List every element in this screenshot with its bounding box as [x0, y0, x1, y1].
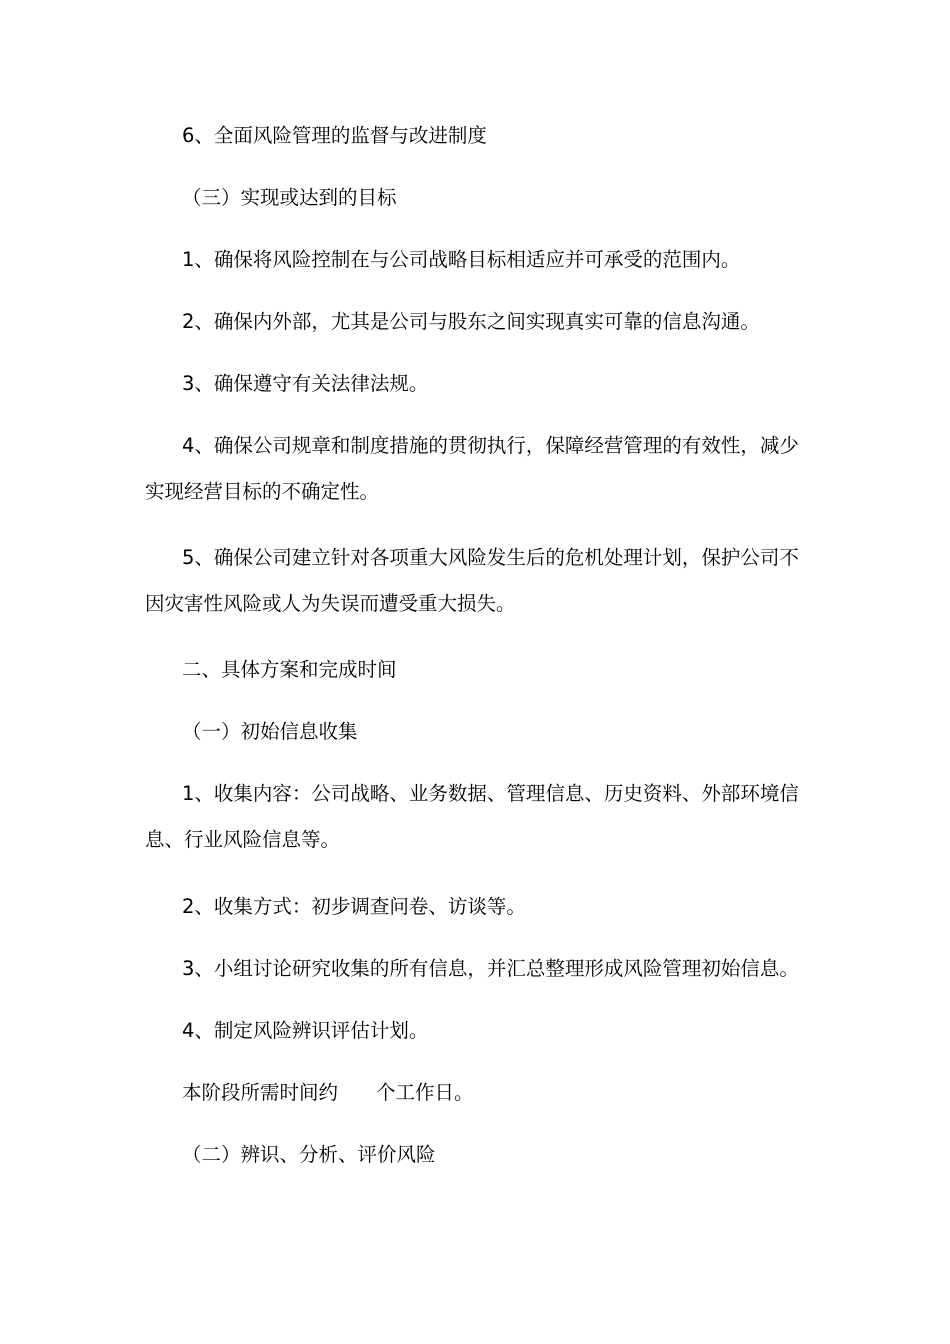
- paragraph-goal-4: 4、确保公司规章和制度措施的贯彻执行，保障经营管理的有效性，减少实现经营目标的不确定性。: [145, 434, 799, 503]
- heading-plan-and-schedule: 二、具体方案和完成时间: [182, 658, 397, 681]
- paragraph-goal-3: 3、确保遵守有关法律法规。: [182, 372, 429, 395]
- paragraph-collect-method: 2、收集方式：初步调查问卷、访谈等。: [182, 895, 526, 918]
- heading-goals: （三）实现或达到的目标: [182, 186, 397, 209]
- time-required-before: 本阶段所需时间约: [182, 1081, 339, 1104]
- paragraph-time-required: [145, 1070, 810, 1116]
- paragraph-goal-2: 2、确保内外部，尤其是公司与股东之间实现真实可靠的信息沟通。: [182, 310, 760, 333]
- heading-initial-info-collection: （一）初始信息收集: [182, 720, 358, 743]
- paragraph-assessment-plan: 4、制定风险辨识评估计划。: [182, 1019, 429, 1042]
- heading-identify-analyze-evaluate: （二）辨识、分析、评价风险: [182, 1143, 436, 1166]
- paragraph-goal-5: 5、确保公司建立针对各项重大风险发生后的危机处理计划，保护公司不因灾害性风险或人为失误而遭受重大损失。: [145, 546, 799, 615]
- paragraph-collect-content: 1、收集内容：公司战略、业务数据、管理信息、历史资料、外部环境信息、行业风险信息等。: [145, 782, 799, 851]
- paragraph-supervision-system: 6、全面风险管理的监督与改进制度: [182, 124, 487, 147]
- time-required-after: 个工作日。: [376, 1081, 474, 1104]
- paragraph-group-discussion: 3、小组讨论研究收集的所有信息，并汇总整理形成风险管理初始信息。: [182, 957, 799, 980]
- paragraph-goal-1: 1、确保将风险控制在与公司战略目标相适应并可承受的范围内。: [182, 248, 741, 271]
